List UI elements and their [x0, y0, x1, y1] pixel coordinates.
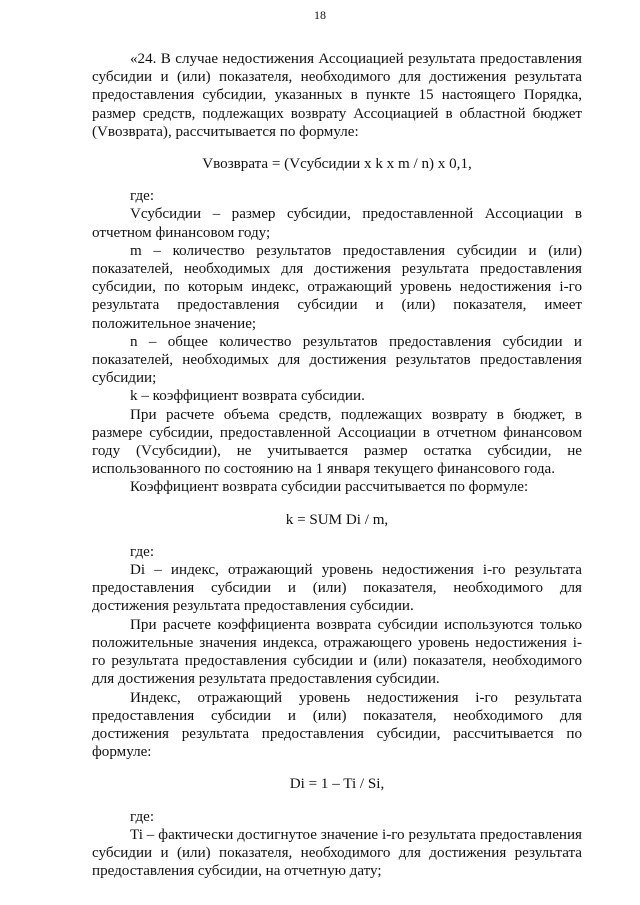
paragraph-calculation-note: При расчете объема средств, подлежащих возврату в бюджет, в размере субсидии, предоставленной Ассоциации в отчетном финансовом году (Vсубсидии), не учитывается размер остатка субсидии, не использованного по состоянию на 1 января текущего финансового года.	[92, 406, 582, 478]
where-label: где:	[130, 808, 155, 825]
paragraph-coefficient-intro: Коэффициент возврата субсидии рассчитывается по формуле:	[130, 479, 529, 496]
definition-v-subsidii: Vсубсидии – размер субсидии, предоставленной Ассоциации в отчетном финансовом году;	[92, 206, 582, 241]
document-body	[92, 50, 582, 880]
paragraph-index-intro: Индекс, отражающий уровень недостижения i-го результата предоставления субсидии и (или) показателя, необходимого для достижения результата предоставления субсидии, рассчитывается по формуле:	[92, 689, 582, 761]
paragraph-24-intro: «24. В случае недостижения Ассоциацией результата предоставления субсидии и (или) показателя, необходимого для достижения результата предоставления субсидии, указанных в пункте 15 настоящего Порядка, размер средств, подлежащих возврату Ассоциацией в областной бюджет (Vвозврата), рассчитывается по формуле:	[92, 51, 582, 140]
paragraph-positive-values: При расчете коэффициента возврата субсидии используются только положительные значения индекса, отражающего уровень недостижения i-го результата предоставления субсидии и (или) показателя, необходимого для достижения результата предоставления субсидии.	[92, 616, 582, 688]
where-label: где:	[130, 543, 155, 560]
formula-v-vozvrata: Vвозврата = (Vсубсидии x k x m / n) x 0,1,	[202, 156, 472, 173]
formula-k: k = SUM Di / m,	[285, 511, 389, 528]
definition-ti: Ti – фактически достигнутое значение i-го результата предоставления субсидии и (или) показателя, необходимого для достижения результата предоставления субсидии, на отчетную дату;	[92, 826, 582, 880]
formula-di: Di = 1 – Ti / Si,	[289, 776, 385, 793]
where-label: где:	[130, 188, 155, 205]
definition-n: n – общее количество результатов предоставления субсидии и показателей, необходимых для достижения результатов предоставления субсидии;	[92, 333, 582, 387]
definition-k: k – коэффициент возврата субсидии.	[130, 388, 365, 405]
page-number: 18	[314, 8, 326, 22]
definition-m: m – количество результатов предоставления субсидии и (или) показателей, необходимых для достижения результата предоставления субсидии, по которым индекс, отражающий уровень недостижения i-го результата предоставления субсидии и (или) показателя, имеет положительное значение;	[92, 242, 582, 332]
definition-di: Di – индекс, отражающий уровень недостижения i-го результата предоставления субсидии и (или) показателя, необходимого для достижения результата предоставления субсидии.	[92, 562, 582, 615]
